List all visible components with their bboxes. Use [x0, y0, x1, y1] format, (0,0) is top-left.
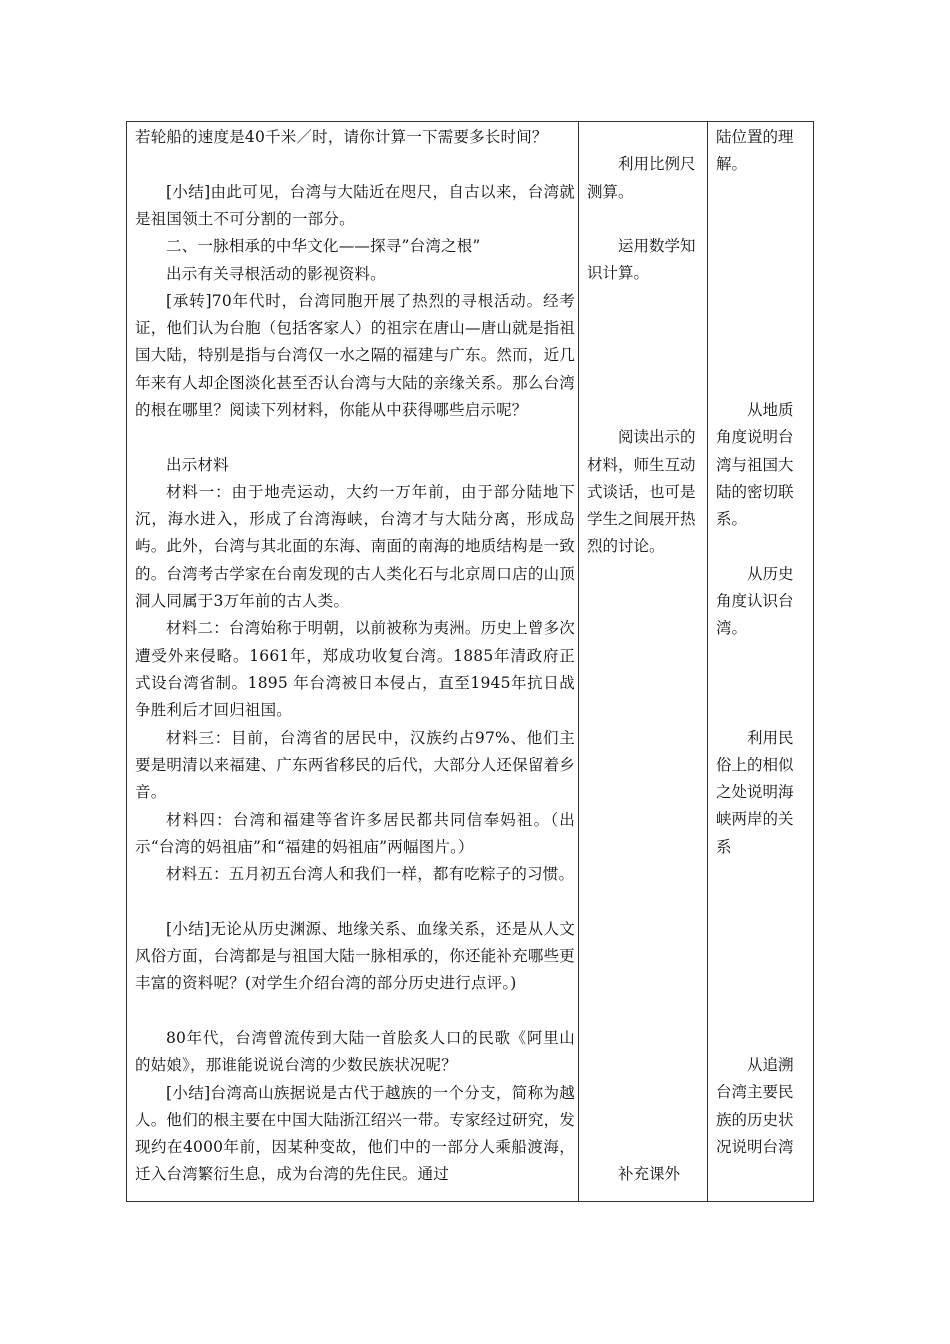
column-divider: [707, 122, 708, 1201]
text-paragraph: [小结]台湾高山族据说是古代于越族的一个分支，简称为越人。他们的根主要在中国大陆浙江绍兴一带。专家经过研究，发现约在4000年前，因某种变故，他们中的一部分人乘船渡海，迁入台湾繁衍生息，成为台湾的先住民。通过: [135, 1083, 575, 1184]
material-paragraph: 材料五：五月初五台湾人和我们一样，都有吃粽子的习惯。: [166, 865, 575, 884]
design-intent-column: [716, 122, 808, 1201]
intent-note: 陆位置的理解。: [716, 128, 794, 174]
activity-note: 运用数学知识计算。: [587, 237, 696, 283]
material-paragraph: 材料三：目前，台湾省的居民中，汉族约占97%、他们主要是明清以来福建、广东两省移民的后代，大部分人还保留着乡音。: [135, 728, 575, 802]
lesson-plan-table: [126, 121, 814, 1202]
section-heading: 二、一脉相承的中华文化——探寻”台湾之根”: [166, 237, 481, 256]
activity-note: 利用比例尺测算。: [587, 155, 696, 201]
intent-note: 从历史角度认识台湾。: [716, 564, 794, 638]
text-paragraph: 80年代，台湾曾流传到大陆一首脍炙人口的民歌《阿里山的姑娘》，那谁能说说台湾的少数民族状况呢？: [135, 1028, 575, 1075]
activity-note: 阅读出示的材料，师生互动式谈话，也可是学生之间展开热烈的讨论。: [587, 428, 696, 556]
material-paragraph: 材料四：台湾和福建等省许多居民都共同信奉妈祖。（出示“台湾的妈祖庙”和“福建的妈祖庙”两幅图片。）: [135, 810, 575, 856]
text-paragraph: 若轮船的速度是40千米／时，请你计算一下需要多长时间？: [135, 128, 548, 146]
student-activity-column: [587, 122, 703, 1201]
intent-note: 利用民俗上的相似之处说明海峡两岸的关系: [716, 728, 794, 856]
intent-note: 从追溯台湾主要民族的历史状况说明台湾: [716, 1056, 794, 1157]
activity-note: 补充课外: [618, 1165, 681, 1184]
text-paragraph: [小结]由此可见，台湾与大陆近在咫尺，自古以来，台湾就是祖国领土不可分割的一部分。: [135, 182, 575, 228]
teaching-process-column: [135, 122, 575, 1201]
intent-note: 从地质角度说明台湾与祖国大陆的密切联系。: [716, 401, 794, 529]
text-paragraph: [承转]70年代时，台湾同胞开展了热烈的寻根活动。经考证，他们认为台胞（包括客家人）的祖宗在唐山—唐山就是指祖国大陆，特别是指与台湾仅一水之隔的福建与广东。然而，近几年来有人却企图淡化甚至否认台湾与大陆的亲缘关系。那么台湾的根在哪里？阅读下列材料，你能从中获得哪些启示呢？: [135, 291, 575, 419]
text-paragraph: 出示有关寻根活动的影视资料。: [166, 264, 386, 283]
material-paragraph: 材料一：由于地壳运动，大约一万年前，由于部分陆地下沉，海水进入，形成了台湾海峡，台湾才与大陆分离，形成岛屿。此外，台湾与其北面的东海、南面的南海的地质结构是一致的。台湾考古学家在台南发现的古人类化石与北京周口店的山顶洞人同属于3万年前的古人类。: [135, 482, 575, 611]
column-divider: [578, 122, 579, 1201]
text-paragraph: 出示材料: [166, 455, 229, 474]
material-paragraph: 材料二：台湾始称于明朝，以前被称为夷洲。历史上曾多次遭受外来侵略。1661年，郑成功收复台湾。1885年清政府正式设台湾省制。1895 年台湾被日本侵占，直至1945年抗日战争胜利后才回归祖国。: [135, 619, 575, 720]
text-paragraph: [小结]无论从历史渊源、地缘关系、血缘关系，还是从人文风俗方面，台湾都是与祖国大陆一脉相承的，你还能补充哪些更丰富的资料呢？(对学生介绍台湾的部分历史进行点评。): [135, 919, 575, 993]
